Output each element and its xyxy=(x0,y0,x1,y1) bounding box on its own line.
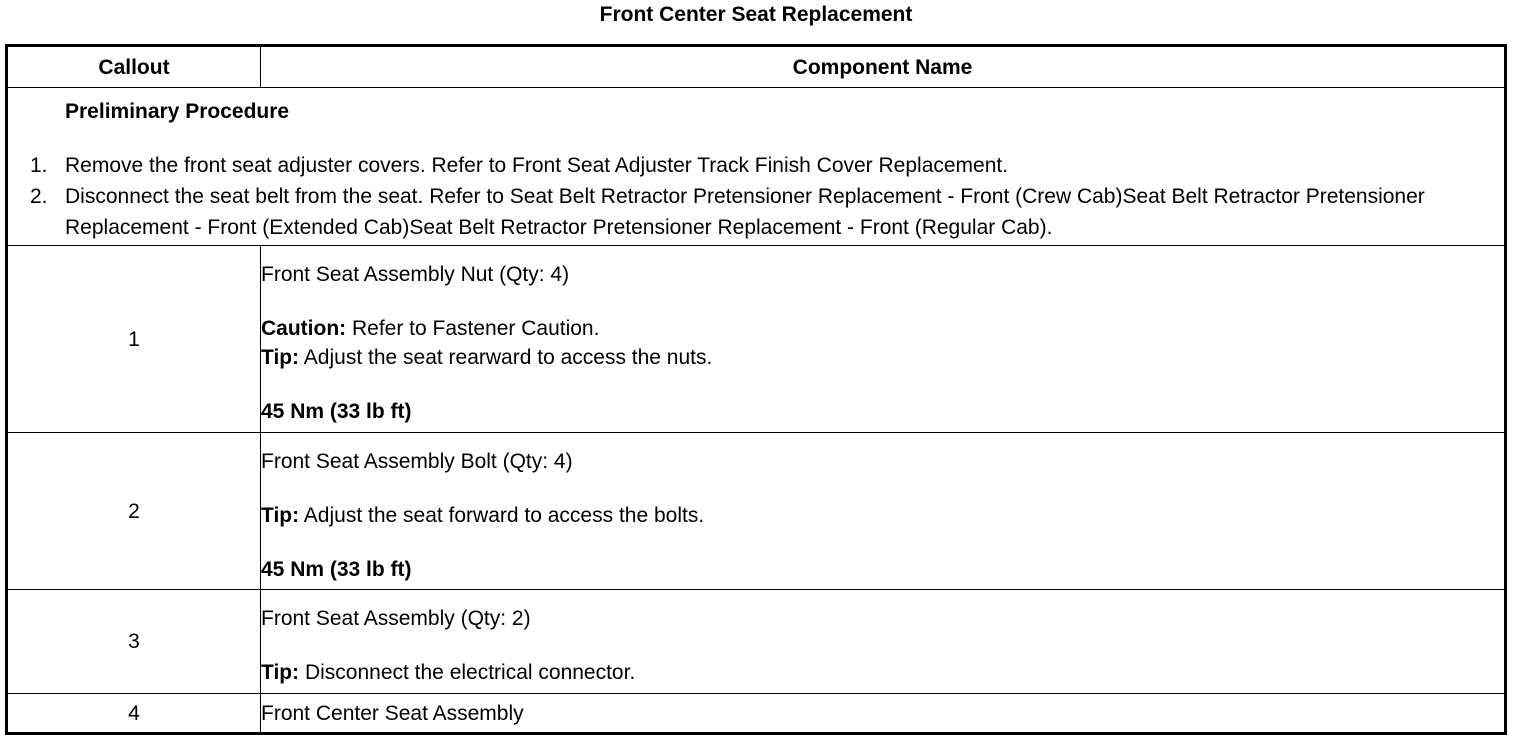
caution-text: Refer to Fastener Caution. xyxy=(346,317,600,340)
tip-line xyxy=(261,343,1504,372)
tip-label: Tip: xyxy=(261,346,300,369)
caution-label: Caution: xyxy=(261,317,347,340)
component-name: Front Center Seat Assembly xyxy=(261,701,524,725)
table-header-row xyxy=(7,46,1506,88)
tip-text: Adjust the seat forward to access the bolts. xyxy=(299,503,705,527)
page-title: Front Center Seat Replacement xyxy=(599,3,913,26)
callout-cell: 4 xyxy=(7,694,261,734)
table-row xyxy=(7,590,1506,694)
callout-cell: 3 xyxy=(7,590,261,694)
tip-line xyxy=(261,658,1504,687)
procedure-table xyxy=(5,44,1507,735)
component-name: Front Seat Assembly Bolt (Qty: 4) xyxy=(261,449,573,473)
torque-spec: 45 Nm (33 lb ft) xyxy=(261,400,412,423)
component-cell xyxy=(261,590,1506,694)
tip-text: Adjust the seat rearward to access the nuts. xyxy=(299,346,713,369)
component-cell xyxy=(261,246,1506,433)
component-name: Front Seat Assembly Nut (Qty: 4) xyxy=(261,263,570,286)
step-number: 1. xyxy=(30,153,48,177)
preliminary-procedure-cell xyxy=(7,88,1506,246)
step-text: Remove the front seat adjuster covers. Refer to Front Seat Adjuster Track Finish Cover Replacement. xyxy=(65,153,1009,177)
preliminary-step xyxy=(8,150,1504,181)
callout-header: Callout xyxy=(7,46,261,88)
torque-spec: 45 Nm (33 lb ft) xyxy=(261,557,412,581)
table-row xyxy=(7,246,1506,433)
tip-line xyxy=(261,501,1504,530)
step-number: 2. xyxy=(30,184,48,208)
callout-cell: 2 xyxy=(7,433,261,590)
callout-cell: 1 xyxy=(7,246,261,433)
preliminary-heading: Preliminary Procedure xyxy=(65,99,290,123)
table-row xyxy=(7,433,1506,590)
component-name: Front Seat Assembly (Qty: 2) xyxy=(261,607,531,630)
preliminary-row xyxy=(7,88,1506,246)
preliminary-steps-list xyxy=(8,150,1504,243)
caution-line xyxy=(261,314,1504,343)
component-cell xyxy=(261,433,1506,590)
preliminary-step xyxy=(8,181,1504,243)
tip-text: Disconnect the electrical connector. xyxy=(299,661,636,684)
tip-label: Tip: xyxy=(261,503,300,527)
step-text: Disconnect the seat belt from the seat. Refer to Seat Belt Retractor Pretensioner Replacement - Front (Crew Cab)Seat Belt Retractor Pretensioner Replacement - Front (Extended Cab)Seat Belt Retractor Pretensioner Replacement - Front (Regular Cab). xyxy=(65,184,1425,239)
component-name-header: Component Name xyxy=(261,46,1506,88)
tip-label: Tip: xyxy=(261,661,300,684)
